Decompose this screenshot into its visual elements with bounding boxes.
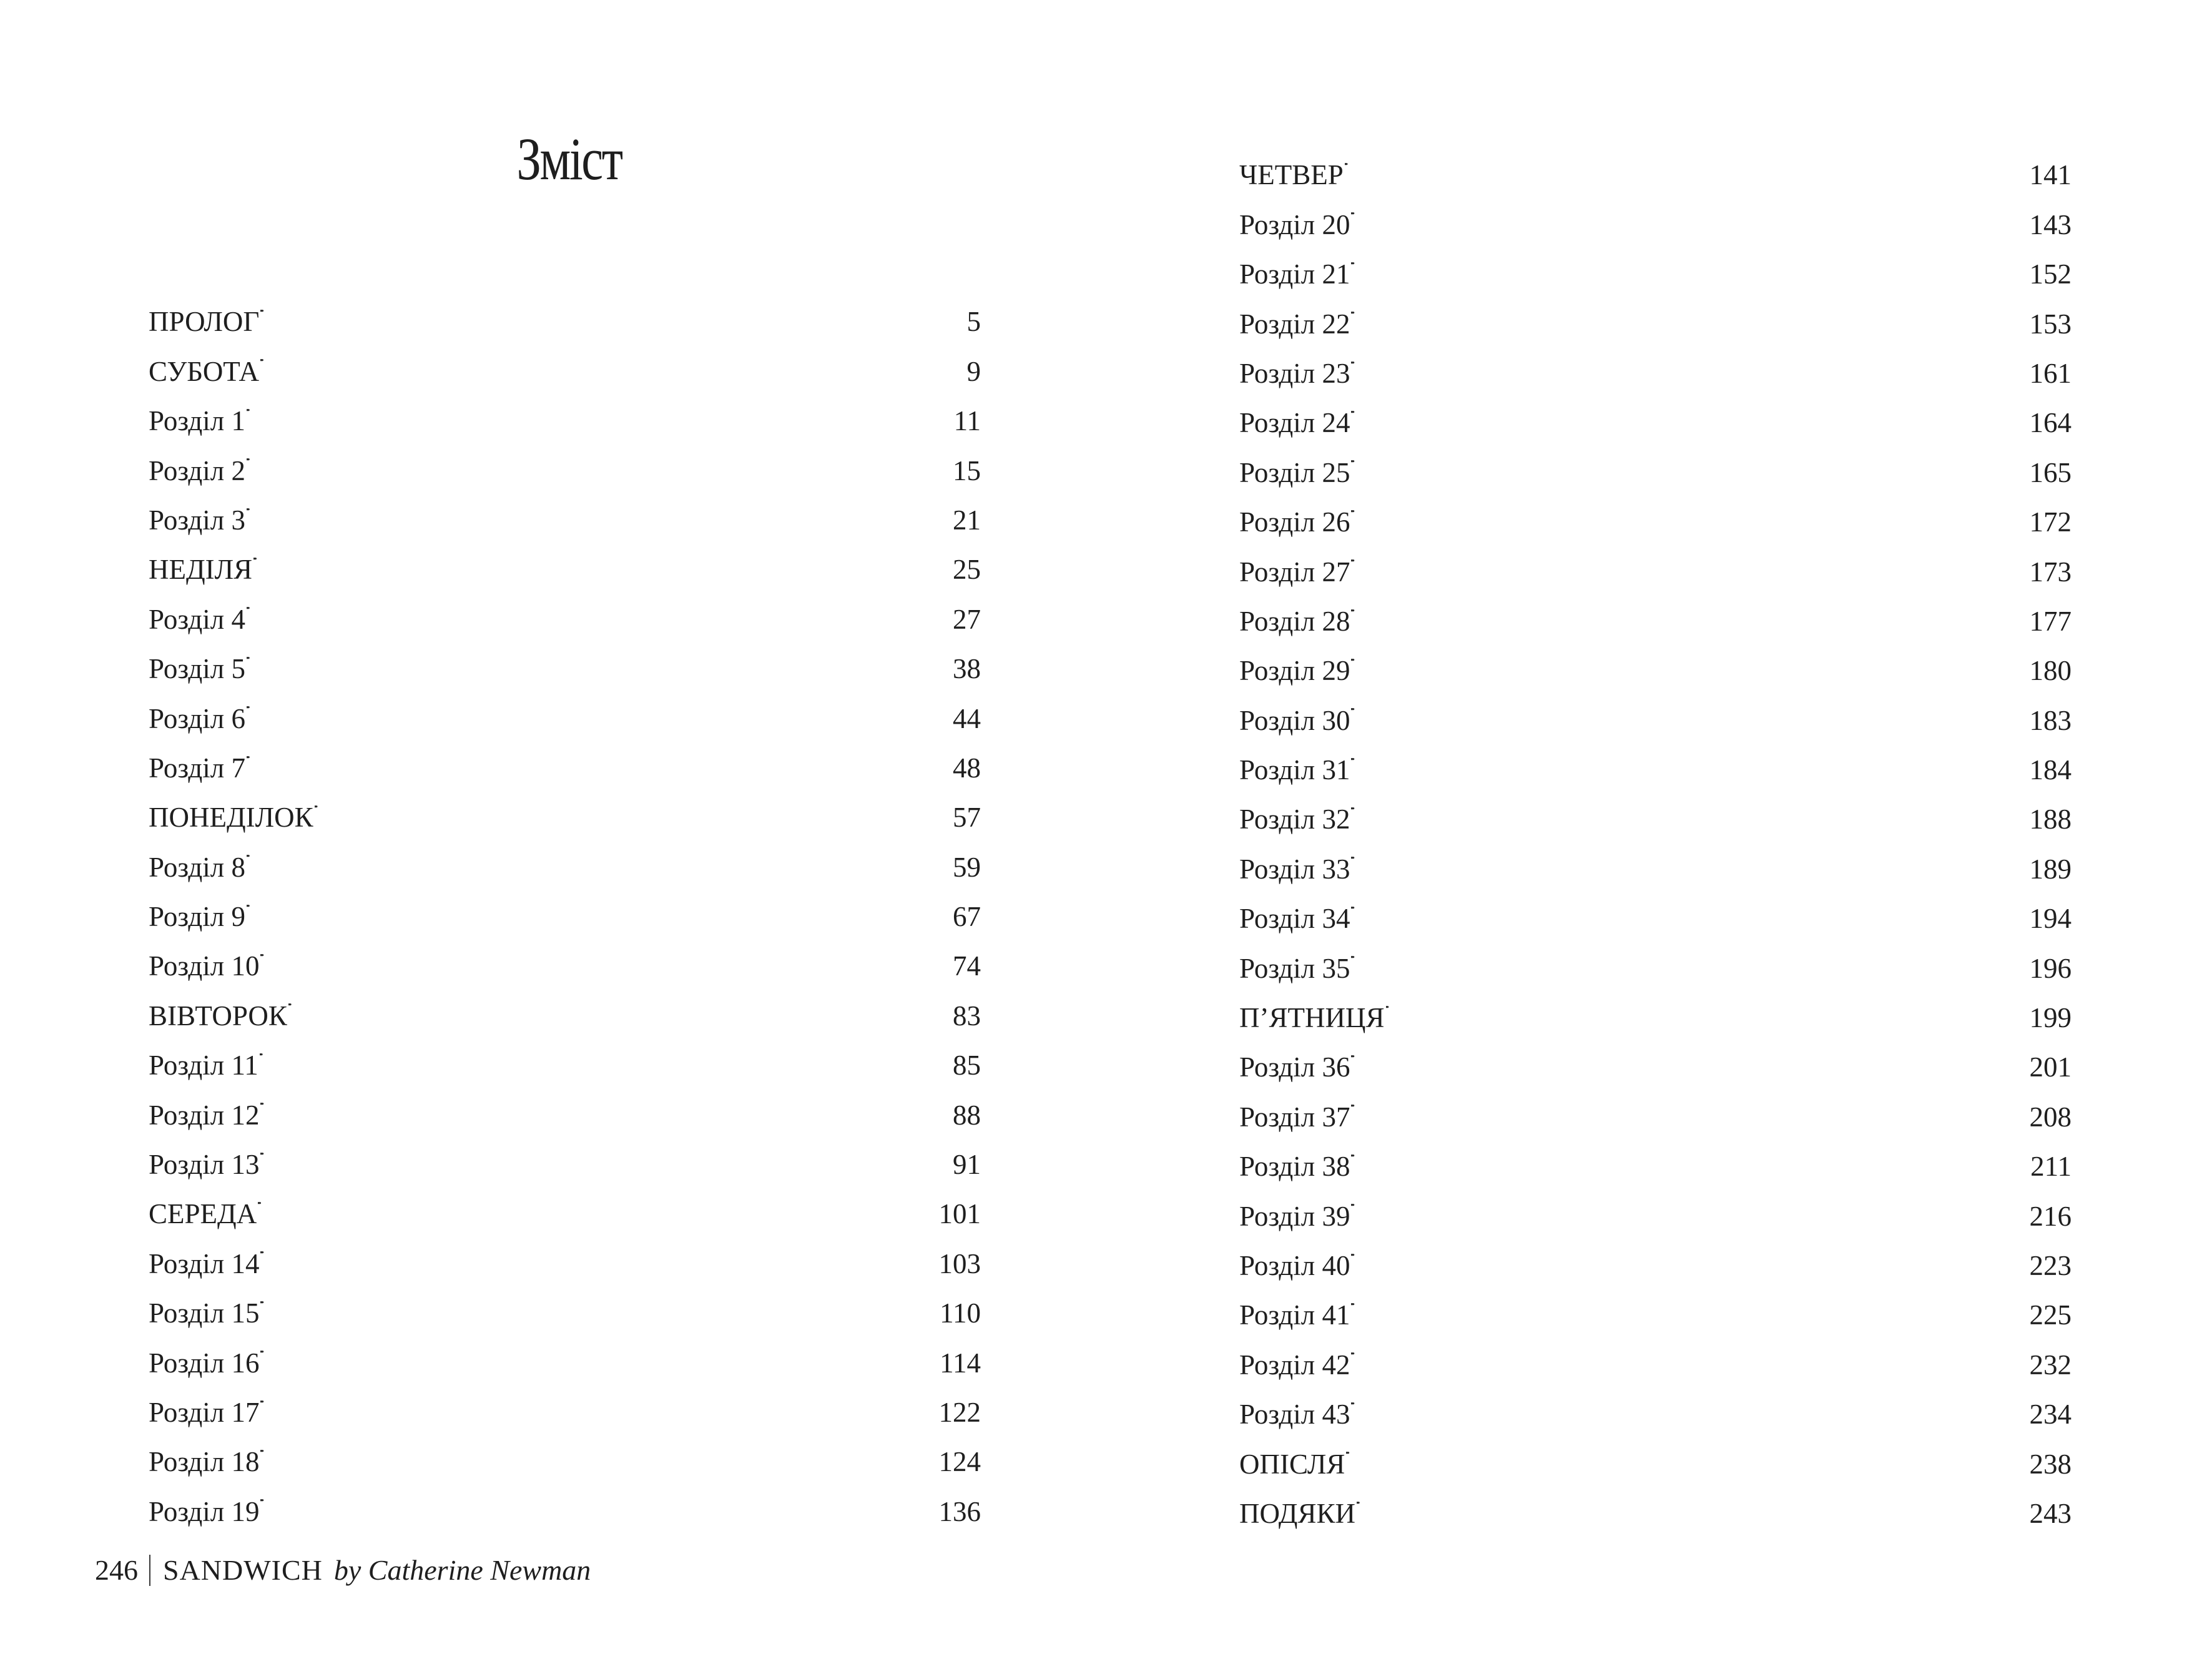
dot-leader (260, 282, 935, 331)
toc-entry-label: Розділ 34 (1239, 903, 1350, 935)
toc-entry (1239, 1275, 2072, 1331)
dot-leader (1351, 779, 2028, 829)
toc-entry-label: Розділ 10 (149, 950, 260, 982)
dot-leader (260, 331, 935, 380)
dot-leader (1346, 1424, 2028, 1473)
dot-leader (1351, 730, 2028, 779)
dot-leader (260, 1075, 935, 1124)
toc-entry (1239, 879, 2072, 935)
dot-leader (1351, 333, 2028, 383)
toc-entry-page-number: 232 (2029, 1349, 2072, 1381)
dot-leader (1345, 135, 2028, 184)
toc-list-left (149, 282, 981, 1527)
toc-entry-page-number: 161 (2029, 357, 2072, 389)
toc-entry (1239, 383, 2072, 439)
dot-leader (1351, 1324, 2028, 1374)
footer-author: by Catherine Newman (333, 1554, 591, 1586)
dot-leader (247, 629, 935, 678)
toc-entry-label: Розділ 8 (149, 851, 245, 883)
toc-entry-page-number: 44 (953, 702, 981, 734)
dot-leader (258, 1174, 935, 1223)
toc-entry-page-number: 110 (940, 1297, 981, 1329)
toc-entry-label: ВІВТОРОК (149, 1000, 287, 1031)
footer-divider (149, 1555, 150, 1586)
dot-leader (1351, 234, 2028, 283)
dot-leader (260, 1471, 935, 1520)
toc-entry-page-number: 223 (2029, 1249, 2072, 1281)
toc-entry (149, 777, 981, 834)
dot-leader (288, 975, 935, 1025)
toc-entry (149, 282, 981, 338)
dot-leader (1351, 1076, 2028, 1126)
toc-entry (1239, 184, 2072, 240)
toc-entry (149, 1174, 981, 1230)
toc-entry (149, 529, 981, 586)
toc-entry-label: ОПІСЛЯ (1239, 1448, 1345, 1480)
toc-entry-label: Розділ 17 (149, 1396, 260, 1428)
toc-entry (1239, 1126, 2072, 1183)
toc-entry-page-number: 208 (2029, 1101, 2072, 1133)
dot-leader (247, 877, 935, 926)
toc-entry-page-number: 101 (938, 1198, 981, 1230)
toc-entry (149, 1075, 981, 1131)
dot-leader (260, 1322, 935, 1372)
toc-entry-label: Розділ 40 (1239, 1249, 1350, 1281)
toc-entry-page-number: 48 (953, 752, 981, 784)
toc-entry (1239, 234, 2072, 290)
page-title: Зміст (516, 126, 622, 192)
dot-leader (1351, 879, 2028, 928)
toc-entry-page-number: 216 (2029, 1200, 2072, 1232)
toc-entry-page-number: 194 (2029, 903, 2072, 935)
toc-entry (1239, 482, 2072, 538)
dot-leader (1351, 283, 2028, 333)
toc-entry (1239, 928, 2072, 984)
toc-entry-label: Розділ 6 (149, 702, 245, 734)
toc-entry-page-number: 15 (953, 455, 981, 486)
dot-leader (1357, 1474, 2028, 1523)
toc-entry (1239, 730, 2072, 786)
toc-entry-page-number: 57 (953, 802, 981, 834)
toc-entry (149, 1322, 981, 1379)
toc-entry-label: Розділ 4 (149, 603, 245, 635)
toc-entry (149, 1372, 981, 1428)
toc-entry (149, 1223, 981, 1279)
toc-entry-label: Розділ 37 (1239, 1101, 1350, 1133)
dot-leader (260, 1372, 935, 1422)
toc-entry-label: Розділ 16 (149, 1347, 260, 1379)
toc-entry-page-number: 11 (953, 405, 981, 437)
toc-entry-label: Розділ 30 (1239, 704, 1350, 736)
toc-entry (1239, 978, 2072, 1034)
dot-leader (1351, 432, 2028, 481)
toc-entry-label: Розділ 28 (1239, 605, 1350, 637)
toc-entry-label: СУБОТА (149, 355, 260, 387)
dot-leader (260, 1422, 935, 1471)
toc-entry-page-number: 180 (2029, 655, 2072, 687)
toc-entry-label: Розділ 1 (149, 405, 245, 437)
dot-leader (1351, 531, 2028, 581)
toc-entry-page-number: 25 (953, 554, 981, 586)
toc-entry (1239, 680, 2072, 736)
toc-entry-label: Розділ 27 (1239, 556, 1350, 588)
toc-entry-page-number: 183 (2029, 704, 2072, 736)
toc-entry (149, 975, 981, 1031)
toc-entry-page-number: 238 (2029, 1448, 2072, 1480)
toc-entry (1239, 1027, 2072, 1083)
toc-entry (149, 1422, 981, 1478)
toc-entry (149, 381, 981, 437)
toc-entry (1239, 829, 2072, 885)
toc-entry-page-number: 201 (2029, 1051, 2072, 1083)
toc-entry-page-number: 199 (2029, 1002, 2072, 1034)
toc-entry-label: Розділ 22 (1239, 308, 1350, 340)
toc-entry-label: ЧЕТВЕР (1239, 159, 1344, 191)
toc-entry (149, 728, 981, 784)
toc-entry-label: Розділ 7 (149, 752, 245, 784)
dot-leader (1351, 1027, 2028, 1076)
dot-leader (247, 430, 935, 480)
toc-entry-page-number: 122 (938, 1396, 981, 1428)
toc-entry (1239, 531, 2072, 588)
toc-entry (149, 430, 981, 486)
toc-entry-page-number: 189 (2029, 853, 2072, 885)
toc-entry-page-number: 5 (966, 306, 981, 338)
toc-entry-page-number: 153 (2029, 308, 2072, 340)
toc-entry-page-number: 38 (953, 653, 981, 685)
toc-entry (1239, 1474, 2072, 1529)
toc-entry (149, 1125, 981, 1181)
toc-entry-label: ПРОЛОГ (149, 306, 260, 338)
toc-entry (1239, 135, 2072, 191)
toc-entry-page-number: 188 (2029, 804, 2072, 835)
toc-entry (149, 827, 981, 883)
dot-leader (1351, 184, 2028, 234)
dot-leader (1351, 1374, 2028, 1424)
toc-entry-label: Розділ 26 (1239, 506, 1350, 538)
toc-entry-label: П’ЯТНИЦЯ (1239, 1002, 1385, 1034)
toc-entry-label: НЕДІЛЯ (149, 554, 253, 586)
dot-leader (247, 827, 935, 876)
toc-entry (1239, 333, 2072, 389)
toc-entry (1239, 631, 2072, 687)
dot-leader (1351, 928, 2028, 977)
footer-book-title: SANDWICH (163, 1554, 323, 1586)
dot-leader (1351, 829, 2028, 878)
dot-leader (253, 529, 935, 579)
toc-entry-page-number: 83 (953, 1000, 981, 1031)
dot-leader (260, 1273, 935, 1322)
toc-entry-page-number: 136 (938, 1495, 981, 1527)
toc-entry-page-number: 152 (2029, 258, 2072, 290)
toc-entry-page-number: 164 (2029, 407, 2072, 439)
dot-leader (247, 728, 935, 777)
toc-entry-label: Розділ 20 (1239, 209, 1350, 240)
toc-entry-page-number: 225 (2029, 1299, 2072, 1331)
toc-entry-label: ПОДЯКИ (1239, 1497, 1355, 1529)
toc-entry (149, 629, 981, 685)
toc-entry-label: Розділ 25 (1239, 456, 1350, 488)
toc-entry-page-number: 21 (953, 504, 981, 536)
toc-entry-label: Розділ 41 (1239, 1299, 1350, 1331)
toc-entry (149, 331, 981, 387)
toc-entry (149, 480, 981, 536)
toc-entry-page-number: 143 (2029, 209, 2072, 240)
toc-entry (149, 678, 981, 734)
dot-leader (260, 1125, 935, 1174)
dot-leader (260, 1025, 935, 1075)
dot-leader (1351, 482, 2028, 531)
toc-entry-page-number: 85 (953, 1050, 981, 1081)
toc-entry-label: Розділ 32 (1239, 804, 1350, 835)
dot-leader (1351, 680, 2028, 729)
dot-leader (1351, 1226, 2028, 1275)
dot-leader (247, 579, 935, 628)
toc-entry-page-number: 177 (2029, 605, 2072, 637)
toc-entry-page-number: 173 (2029, 556, 2072, 588)
toc-entry-label: Розділ 43 (1239, 1399, 1350, 1430)
dot-leader (1351, 1126, 2029, 1176)
toc-entry (149, 1025, 981, 1081)
toc-entry-label: Розділ 35 (1239, 952, 1350, 984)
toc-entry (149, 579, 981, 635)
toc-entry-label: Розділ 39 (1239, 1200, 1350, 1232)
toc-entry-label: Розділ 33 (1239, 853, 1350, 885)
dot-leader (247, 678, 935, 727)
dot-leader (1351, 383, 2028, 432)
toc-entry (1239, 1226, 2072, 1281)
toc-list-right (1239, 135, 2072, 1529)
toc-entry-page-number: 243 (2029, 1497, 2072, 1529)
dot-leader (1351, 1176, 2028, 1225)
toc-entry-label: Розділ 23 (1239, 357, 1350, 389)
toc-entry (1239, 1076, 2072, 1133)
dot-leader (247, 381, 935, 430)
toc-entry (1239, 432, 2072, 488)
toc-entry (149, 1273, 981, 1329)
dot-leader (1351, 1275, 2028, 1324)
toc-entry-label: Розділ 9 (149, 901, 245, 933)
dot-leader (247, 480, 935, 529)
toc-entry-label: Розділ 14 (149, 1248, 260, 1279)
footer-page-number: 246 (95, 1554, 138, 1586)
page-footer (95, 1548, 591, 1592)
toc-entry-label: Розділ 24 (1239, 407, 1350, 439)
toc-entry-label: Розділ 36 (1239, 1051, 1350, 1083)
toc-entry-label: Розділ 12 (149, 1099, 260, 1131)
toc-entry-label: Розділ 29 (1239, 655, 1350, 687)
toc-entry-label: Розділ 38 (1239, 1151, 1350, 1183)
toc-entry-page-number: 124 (938, 1446, 981, 1478)
toc-entry-label: Розділ 19 (149, 1495, 260, 1527)
toc-entry-page-number: 9 (966, 355, 981, 387)
toc-entry (1239, 581, 2072, 637)
toc-entry-label: Розділ 42 (1239, 1349, 1350, 1381)
toc-entry-page-number: 88 (953, 1099, 981, 1131)
toc-entry-label: Розділ 18 (149, 1446, 260, 1478)
toc-entry-page-number: 196 (2029, 952, 2072, 984)
toc-entry (149, 877, 981, 933)
toc-entry-page-number: 74 (953, 950, 981, 982)
toc-entry-label: Розділ 11 (149, 1050, 258, 1081)
toc-entry-label: ПОНЕДІЛОК (149, 802, 313, 834)
toc-entry (1239, 1424, 2072, 1480)
toc-entry-page-number: 27 (953, 603, 981, 635)
toc-entry (1239, 283, 2072, 340)
toc-entry-label: Розділ 3 (149, 504, 245, 536)
toc-entry-page-number: 59 (953, 851, 981, 883)
toc-entry (1239, 779, 2072, 835)
toc-entry-label: Розділ 2 (149, 455, 245, 486)
toc-entry-page-number: 91 (953, 1149, 981, 1181)
toc-entry-page-number: 234 (2029, 1399, 2072, 1430)
toc-entry-label: Розділ 21 (1239, 258, 1350, 290)
toc-entry (149, 926, 981, 982)
toc-entry (1239, 1324, 2072, 1381)
toc-entry-page-number: 165 (2029, 456, 2072, 488)
dot-leader (1351, 581, 2028, 631)
toc-entry-page-number: 103 (938, 1248, 981, 1279)
toc-entry-page-number: 211 (2030, 1151, 2072, 1183)
toc-entry (149, 1471, 981, 1527)
toc-entry-label: Розділ 13 (149, 1149, 260, 1181)
dot-leader (260, 1223, 935, 1273)
toc-entry-label: Розділ 5 (149, 653, 245, 685)
dot-leader (260, 926, 935, 975)
toc-entry-page-number: 184 (2029, 754, 2072, 786)
toc-entry-label: Розділ 15 (149, 1297, 260, 1329)
dot-leader (1351, 631, 2028, 680)
toc-entry-page-number: 67 (953, 901, 981, 933)
toc-entry-page-number: 141 (2029, 159, 2072, 191)
toc-entry (1239, 1176, 2072, 1232)
dot-leader (315, 777, 935, 827)
toc-entry-page-number: 114 (940, 1347, 981, 1379)
toc-entry-label: СЕРЕДА (149, 1198, 257, 1230)
dot-leader (1386, 978, 2028, 1027)
toc-entry-label: Розділ 31 (1239, 754, 1350, 786)
toc-entry (1239, 1374, 2072, 1430)
toc-entry-page-number: 172 (2029, 506, 2072, 538)
